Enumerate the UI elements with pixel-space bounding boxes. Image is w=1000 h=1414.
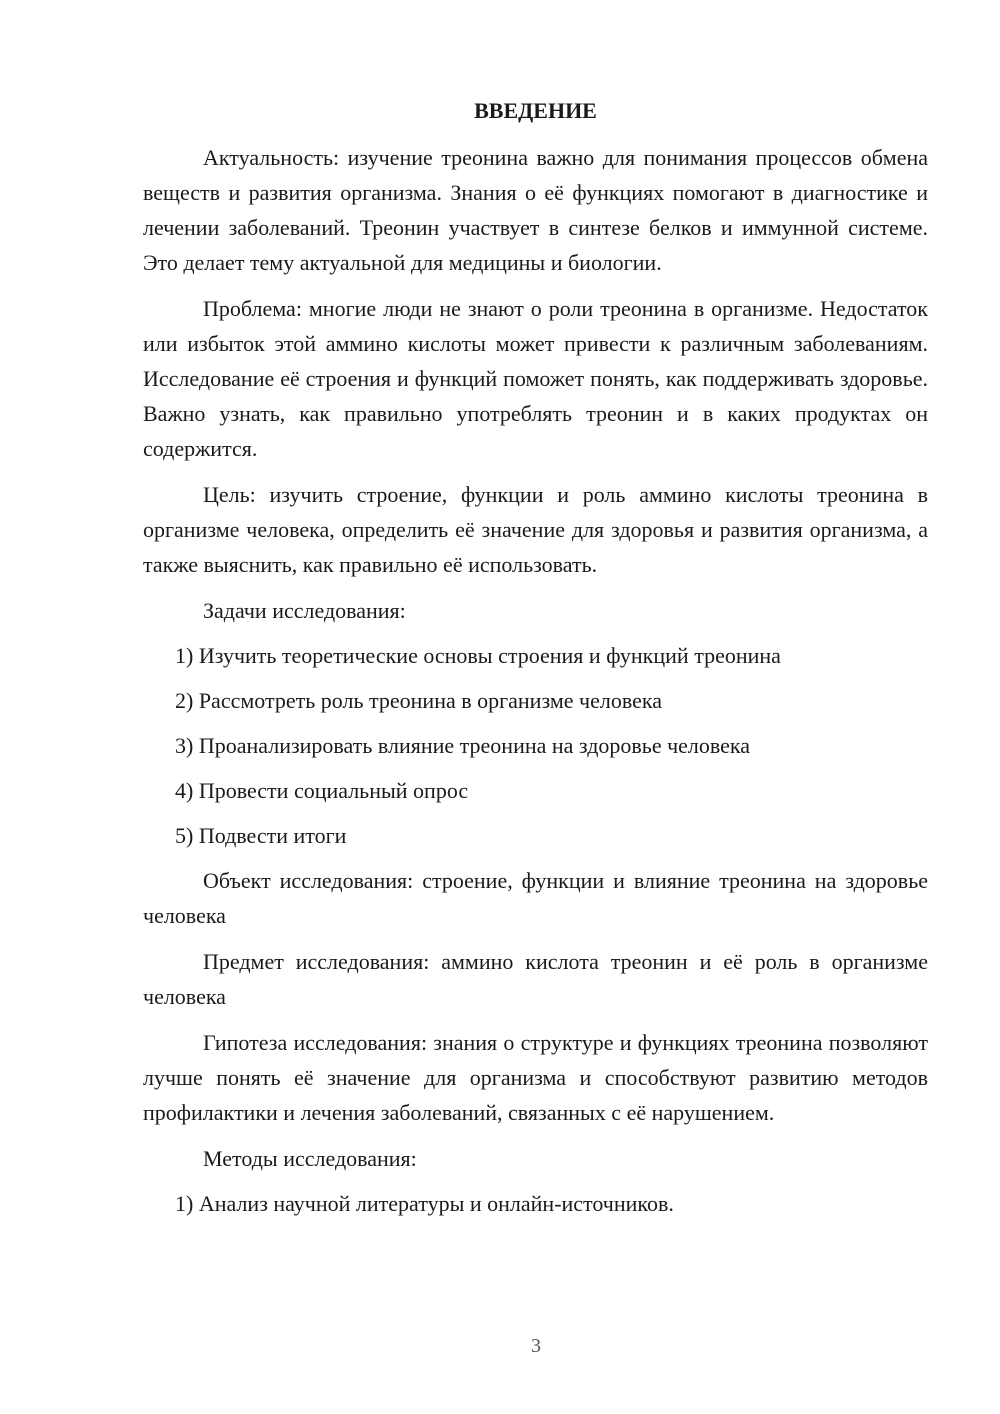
list-item: 3) Проанализировать влияние треонина на здоровье человека: [175, 733, 751, 758]
paragraph-goal: Цель: изучить строение, функции и роль аммино кислоты треонина в организме человека, определить её значение для здоровья и развития организма, а также выяснить, как правильно её использовать.: [143, 482, 928, 577]
list-item: 2) Рассмотреть роль треонина в организме человека: [175, 688, 662, 713]
list-item: 1) Анализ научной литературы и онлайн-источников.: [175, 1191, 674, 1216]
document-body: [143, 140, 928, 1231]
page-number: 3: [531, 1335, 541, 1357]
list-item: 5) Подвести итоги: [175, 823, 347, 848]
paragraph-problem: Проблема: многие люди не знают о роли треонина в организме. Недостаток или избыток этой аммино кислоты может привести к различным заболеваниям. Исследование её строения и функций поможет понять, как поддерживать здоровье. Важно узнать, как правильно употреблять треонин и в каких продуктах он содержится.: [143, 296, 928, 461]
paragraph-relevance: Актуальность: изучение треонина важно для понимания процессов обмена веществ и развития организма. Знания о её функциях помогают в диагностике и лечении заболеваний. Треонин участвует в синтезе белков и иммунной системе. Это делает тему актуальной для медицины и биологии.: [143, 145, 928, 275]
tasks-heading: Задачи исследования:: [203, 598, 406, 623]
paragraph-hypothesis: Гипотеза исследования: знания о структуре и функциях треонина позволяют лучше понять её значение для организма и способствуют развитию методов профилактики и лечения заболеваний, связанных с её нарушением.: [143, 1030, 928, 1125]
methods-list: [143, 1186, 928, 1221]
paragraph-object: Объект исследования: строение, функции и влияние треонина на здоровье человека: [143, 868, 928, 928]
list-item: 1) Изучить теоретические основы строения и функций треонина: [175, 643, 781, 668]
page-title: ВВЕДЕНИЕ: [474, 98, 597, 123]
list-item: 4) Провести социальный опрос: [175, 778, 469, 803]
methods-heading: Методы исследования:: [203, 1146, 417, 1171]
tasks-list: [143, 638, 928, 853]
paragraph-subject: Предмет исследования: аммино кислота треонин и её роль в организме человека: [143, 949, 928, 1009]
